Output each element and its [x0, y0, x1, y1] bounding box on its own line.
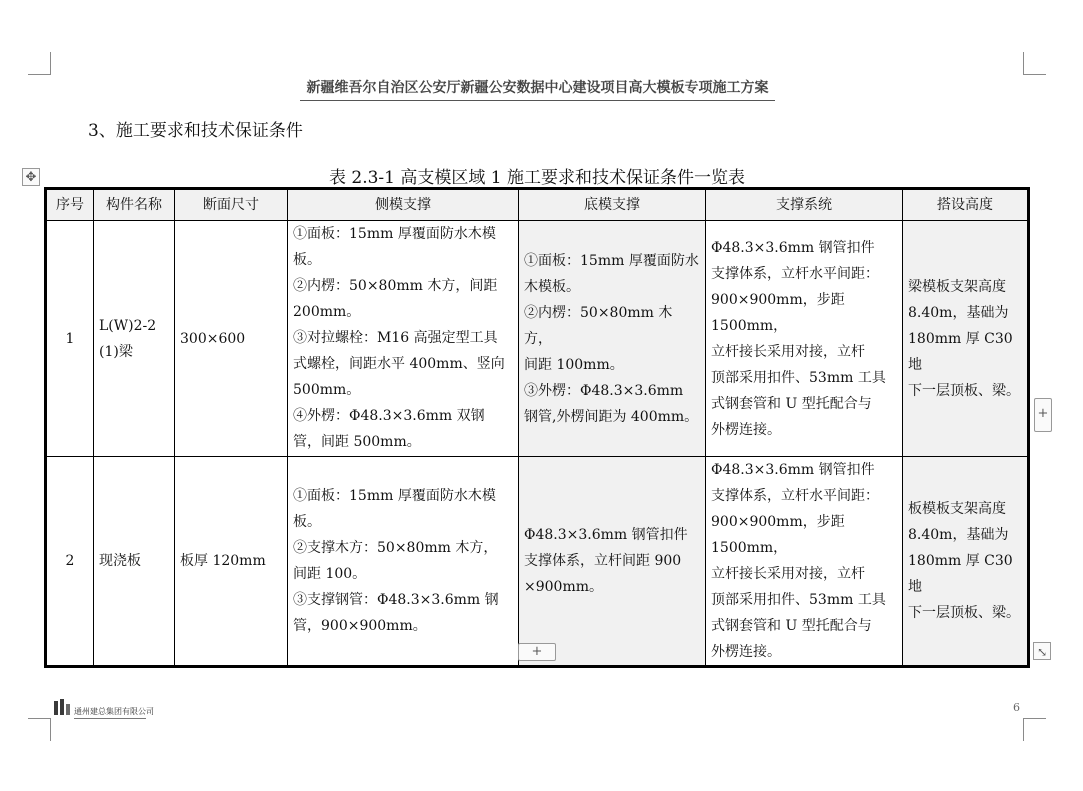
cell-line: ②内楞：50×80mm 木方，: [524, 304, 673, 347]
cell-line: ③支撑钢管：Φ48.3×3.6mm 钢: [293, 592, 499, 608]
column-header: 序号: [46, 189, 94, 221]
column-header: 侧模支撑: [288, 189, 519, 221]
cell-line: 外楞连接。: [711, 421, 781, 438]
cell-line: 立杆接长采用对接，立杆: [711, 566, 865, 582]
crop-mark-bottom-left: [28, 718, 51, 741]
cell-line: 间距 100。: [293, 566, 367, 582]
cell-line: 管，间距 500mm。: [293, 434, 421, 450]
logo-bar: [66, 704, 70, 715]
cell-line: ③外楞：Φ48.3×3.6mm: [524, 382, 684, 399]
column-header: 断面尺寸: [175, 189, 288, 221]
cell-line: ①面板：15mm 厚覆面防水木模: [293, 226, 496, 242]
cell-line: 支撑体系，立杆水平间距：: [711, 265, 879, 282]
add-row-plus-icon[interactable]: +: [518, 643, 556, 661]
column-header: 构件名称: [94, 189, 175, 221]
column-header: 支撑系统: [706, 189, 903, 221]
bottom-formwork-support: [519, 221, 706, 457]
table-row: [46, 457, 1029, 667]
support-system: [706, 457, 903, 667]
company-logo-icon: [52, 698, 72, 718]
section-size: 300×600: [175, 221, 288, 457]
row-number: 2: [46, 457, 94, 667]
cell-line: Φ48.3×3.6mm 钢管扣件: [524, 527, 688, 543]
cell-line: 间距 100mm。: [524, 356, 624, 373]
cell-line: 下一层顶板、梁。: [908, 382, 1020, 399]
move-icon[interactable]: ✥: [22, 168, 40, 186]
add-column-plus-icon[interactable]: +: [1034, 398, 1052, 432]
cell-line: 支撑体系，立杆水平间距：: [711, 488, 879, 504]
section-heading: 3、施工要求和技术保证条件: [88, 121, 303, 141]
cell-line: ②内楞：50×80mm 木方，间距: [293, 278, 498, 294]
table-row: [46, 221, 1029, 457]
cell-line: ①面板：15mm 厚覆面防水木模: [293, 488, 496, 504]
cell-line: 式钢套管和 U 型托配合与: [711, 618, 872, 634]
crop-mark-top-left: [28, 52, 51, 75]
cell-line: 8.40m，基础为: [908, 304, 1009, 321]
erection-height: [903, 221, 1029, 457]
cell-line: ②支撑木方：50×80mm 木方，: [293, 540, 498, 556]
table-header-row: [46, 189, 1029, 221]
cell-line: 板模板支架高度: [908, 501, 1006, 517]
crop-mark-top-right: [1023, 52, 1046, 75]
row-number: 1: [46, 221, 94, 457]
cell-line: 下一层顶板、梁。: [908, 605, 1020, 621]
cell-line: 900×900mm，步距 1500mm，: [711, 514, 845, 556]
cell-line: 板。: [293, 252, 321, 268]
cell-line: 板。: [293, 514, 321, 530]
crop-mark-bottom-right: [1023, 718, 1046, 741]
support-system: [706, 221, 903, 457]
cell-line: 顶部采用扣件、53mm 工具: [711, 369, 886, 386]
cell-line: 钢管,外楞间距为 400mm。: [524, 408, 699, 425]
cell-line: 200mm。: [293, 304, 361, 320]
side-formwork-support: [288, 221, 519, 457]
erection-height: [903, 457, 1029, 667]
cell-line: 外楞连接。: [711, 644, 781, 660]
side-formwork-support: [288, 457, 519, 667]
resize-icon[interactable]: ⤡: [1033, 642, 1051, 660]
cell-line: Φ48.3×3.6mm 钢管扣件: [711, 239, 875, 256]
component-name-line: L(W)2-2: [99, 317, 157, 334]
cell-line: 支撑体系，立杆间距 900: [524, 553, 682, 569]
cell-line: 8.40m，基础为: [908, 527, 1009, 543]
cell-line: 180mm 厚 C30 地: [908, 330, 1013, 373]
cell-line: 式螺栓，间距水平 400mm、竖向: [293, 356, 505, 372]
column-header: 搭设高度: [903, 189, 1029, 221]
cell-line: ③对拉螺栓：M16 高强定型工具: [293, 330, 498, 346]
cell-line: ×900mm。: [524, 579, 604, 595]
cell-line: 顶部采用扣件、53mm 工具: [711, 592, 886, 608]
cell-line: 500mm。: [293, 382, 361, 398]
page-number: 6: [1013, 701, 1020, 714]
table-caption: 表 2.3-1 高支模区域 1 施工要求和技术保证条件一览表: [328, 168, 746, 188]
logo-bar: [60, 699, 64, 715]
component-name: [94, 221, 175, 457]
component-name-line: 现浇板: [99, 553, 141, 569]
company-name: 通州建总集团有限公司: [74, 706, 146, 719]
logo-bar: [54, 701, 58, 715]
component-name-line: (1)梁: [99, 343, 133, 360]
cell-line: 管，900×900mm。: [293, 618, 427, 634]
cell-line: 900×900mm，步距 1500mm，: [711, 291, 845, 334]
document-header: 新疆维吾尔自治区公安厅新疆公安数据中心建设项目高大模板专项施工方案: [300, 77, 775, 101]
bottom-formwork-support: [519, 457, 706, 667]
component-name: [94, 457, 175, 667]
cell-line: 立杆接长采用对接，立杆: [711, 343, 865, 360]
cell-line: ①面板：15mm 厚覆面防水: [524, 252, 699, 269]
cell-line: 180mm 厚 C30 地: [908, 553, 1013, 595]
requirements-table: [44, 187, 1030, 668]
cell-line: 木模板。: [524, 278, 580, 295]
column-header: 底模支撑: [519, 189, 706, 221]
cell-line: 式钢套管和 U 型托配合与: [711, 395, 872, 412]
cell-line: 梁模板支架高度: [908, 278, 1006, 295]
cell-line: Φ48.3×3.6mm 钢管扣件: [711, 462, 875, 478]
section-size: 板厚 120mm: [175, 457, 288, 667]
cell-line: ④外楞：Φ48.3×3.6mm 双钢: [293, 408, 485, 424]
